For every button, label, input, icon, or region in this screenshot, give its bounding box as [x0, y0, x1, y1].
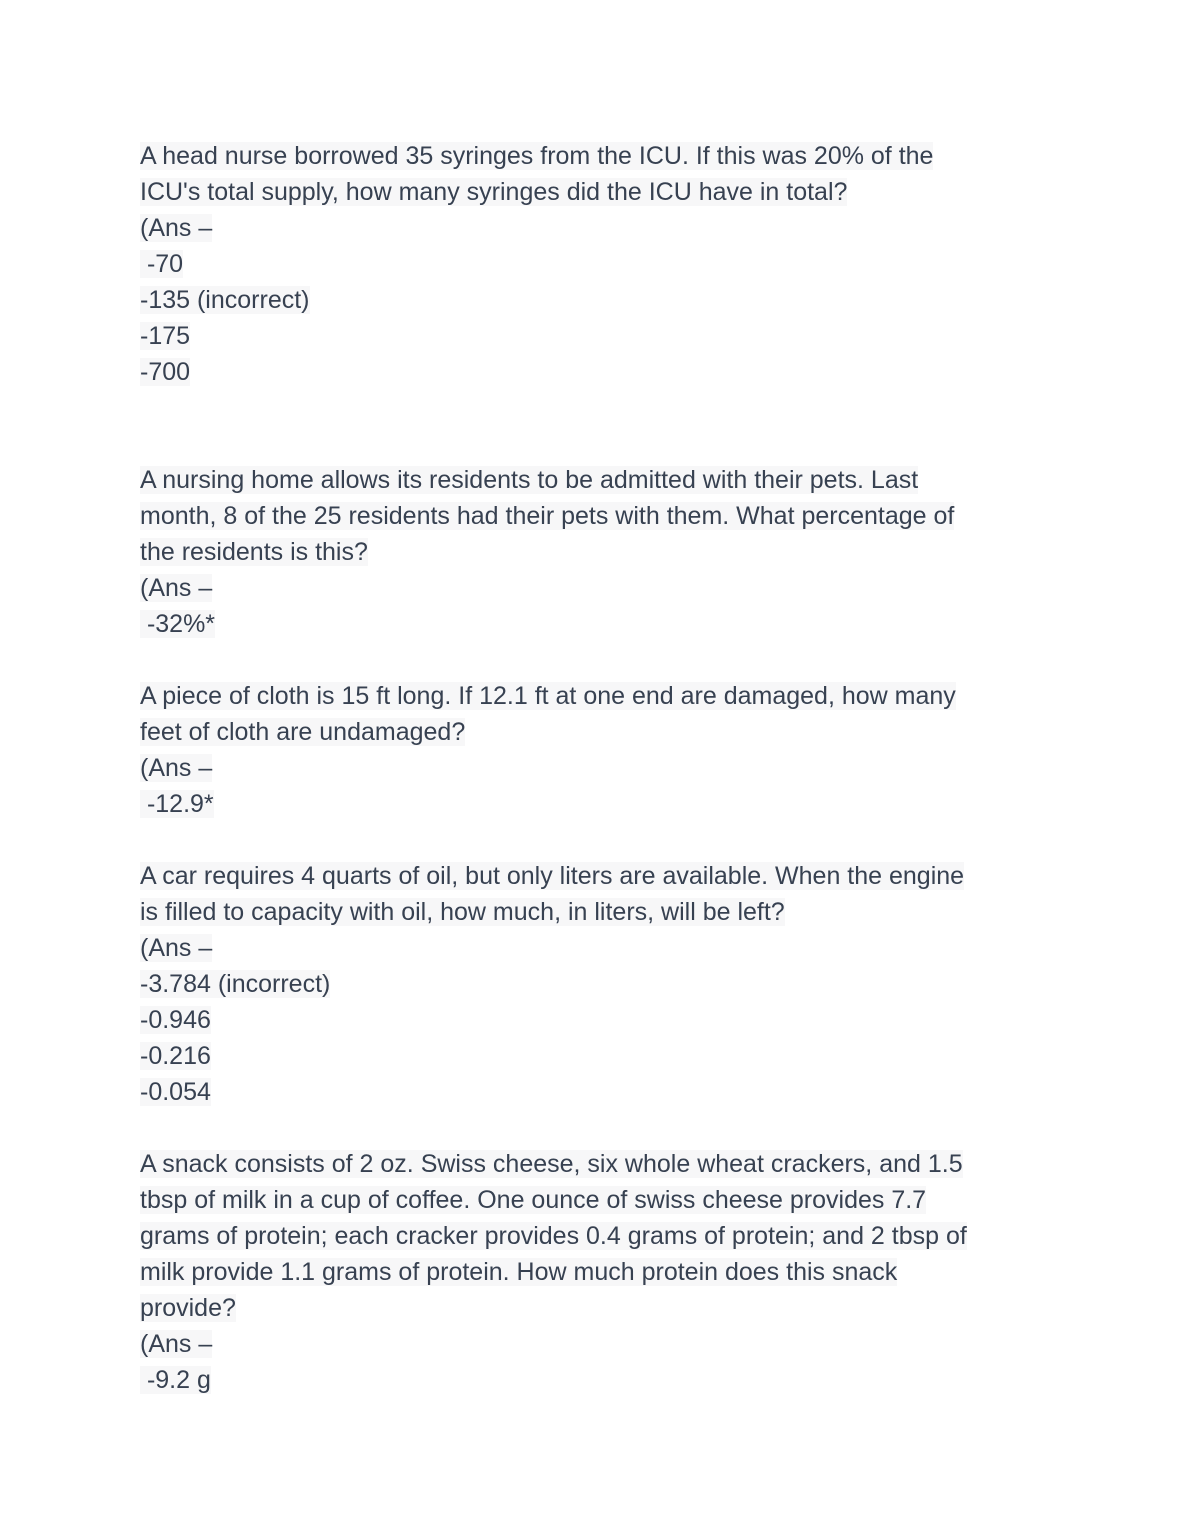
question-text-line: tbsp of milk in a cup of coffee. One ounce of swiss cheese provides 7.7: [140, 1186, 927, 1214]
question-text-line: grams of protein; each cracker provides 0.4 grams of protein; and 2 tbsp of: [140, 1222, 967, 1250]
answer-option: -175: [140, 322, 191, 350]
question-text-line: ICU's total supply, how many syringes did the ICU have in total?: [140, 178, 848, 206]
question-5: [140, 1146, 1050, 1398]
answer-label: (Ans –: [140, 214, 213, 242]
question-text-line: A nursing home allows its residents to be admitted with their pets. Last: [140, 466, 919, 494]
answer-option: -700: [140, 358, 191, 386]
question-text-line: A snack consists of 2 oz. Swiss cheese, six whole wheat crackers, and 1.5: [140, 1150, 963, 1178]
answer-label: (Ans –: [140, 754, 213, 782]
answer-option: -70: [140, 250, 184, 278]
answer-label: (Ans –: [140, 574, 213, 602]
answer-option: -135 (incorrect): [140, 286, 310, 314]
answer-option: -12.9*: [140, 790, 214, 818]
answer-option: -9.2 g: [140, 1366, 211, 1394]
question-4: [140, 858, 1050, 1110]
answer-option: -0.054: [140, 1078, 211, 1106]
document-page: [140, 138, 1050, 1398]
answer-option: -0.216: [140, 1042, 211, 1070]
question-text-line: feet of cloth are undamaged?: [140, 718, 466, 746]
spacer: [140, 822, 1050, 858]
question-text-line: milk provide 1.1 grams of protein. How much protein does this snack: [140, 1258, 898, 1286]
answer-option: -3.784 (incorrect): [140, 970, 331, 998]
answer-label: (Ans –: [140, 1330, 213, 1358]
question-1: [140, 138, 1050, 390]
answer-option: -0.946: [140, 1006, 211, 1034]
question-3: [140, 678, 1050, 822]
question-text-line: month, 8 of the 25 residents had their pets with them. What percentage of: [140, 502, 955, 530]
spacer: [140, 1110, 1050, 1146]
question-text-line: A car requires 4 quarts of oil, but only liters are available. When the engine: [140, 862, 965, 890]
spacer: [140, 642, 1050, 678]
question-2: [140, 462, 1050, 642]
question-text-line: A head nurse borrowed 35 syringes from the ICU. If this was 20% of the: [140, 142, 934, 170]
answer-option: -32%*: [140, 610, 216, 638]
question-text-line: A piece of cloth is 15 ft long. If 12.1 ft at one end are damaged, how many: [140, 682, 956, 710]
answer-label: (Ans –: [140, 934, 213, 962]
spacer: [140, 390, 1050, 462]
question-text-line: provide?: [140, 1294, 236, 1322]
question-text-line: the residents is this?: [140, 538, 368, 566]
question-text-line: is filled to capacity with oil, how much, in liters, will be left?: [140, 898, 785, 926]
